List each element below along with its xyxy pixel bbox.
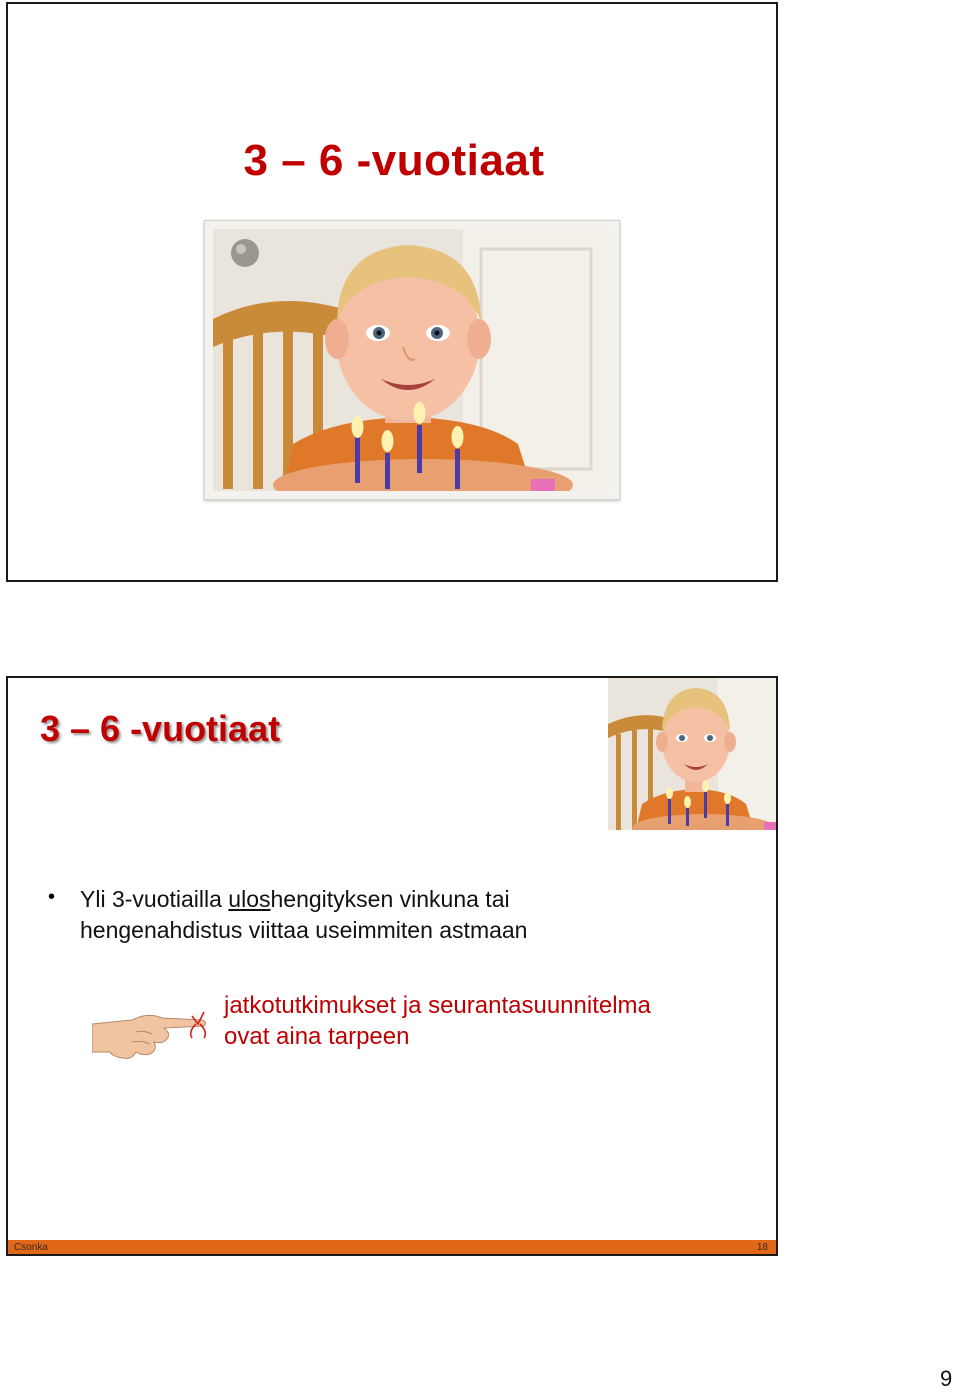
slide-2-title: 3 – 6 -vuotiaat xyxy=(40,708,281,749)
bullet-text-part1: Yli 3-vuotiailla xyxy=(80,886,229,912)
birthday-boy-photo xyxy=(204,220,620,500)
slide-1-title: 3 – 6 -vuotiaat xyxy=(243,136,545,185)
bullet-marker: • xyxy=(48,886,56,908)
bullet-text-underlined: ulos xyxy=(228,886,271,912)
footer-author: Csonka xyxy=(14,1242,48,1253)
reminder-note-line1: jatkotutkimukset ja seurantasuunnitelma xyxy=(224,992,651,1019)
page-number: 9 xyxy=(940,1366,953,1391)
birthday-boy-thumbnail xyxy=(608,678,778,830)
footer-slide-number: 18 xyxy=(756,1242,768,1253)
slide-1 xyxy=(6,2,778,582)
slide-2 xyxy=(6,676,778,1256)
reminder-note-line2: ovat aina tarpeen xyxy=(224,1023,410,1050)
bullet-text xyxy=(80,884,527,946)
reminder-note xyxy=(224,990,744,1052)
birthday-boy-illustration xyxy=(213,229,611,491)
bullet-text-part2: hengityksen vinkuna tai xyxy=(270,886,510,912)
slide-footer xyxy=(8,1240,776,1254)
bullet-text-line2: hengenahdistus viittaa useimmiten astmaan xyxy=(80,917,528,943)
hand-with-string-reminder-icon xyxy=(92,994,220,1064)
